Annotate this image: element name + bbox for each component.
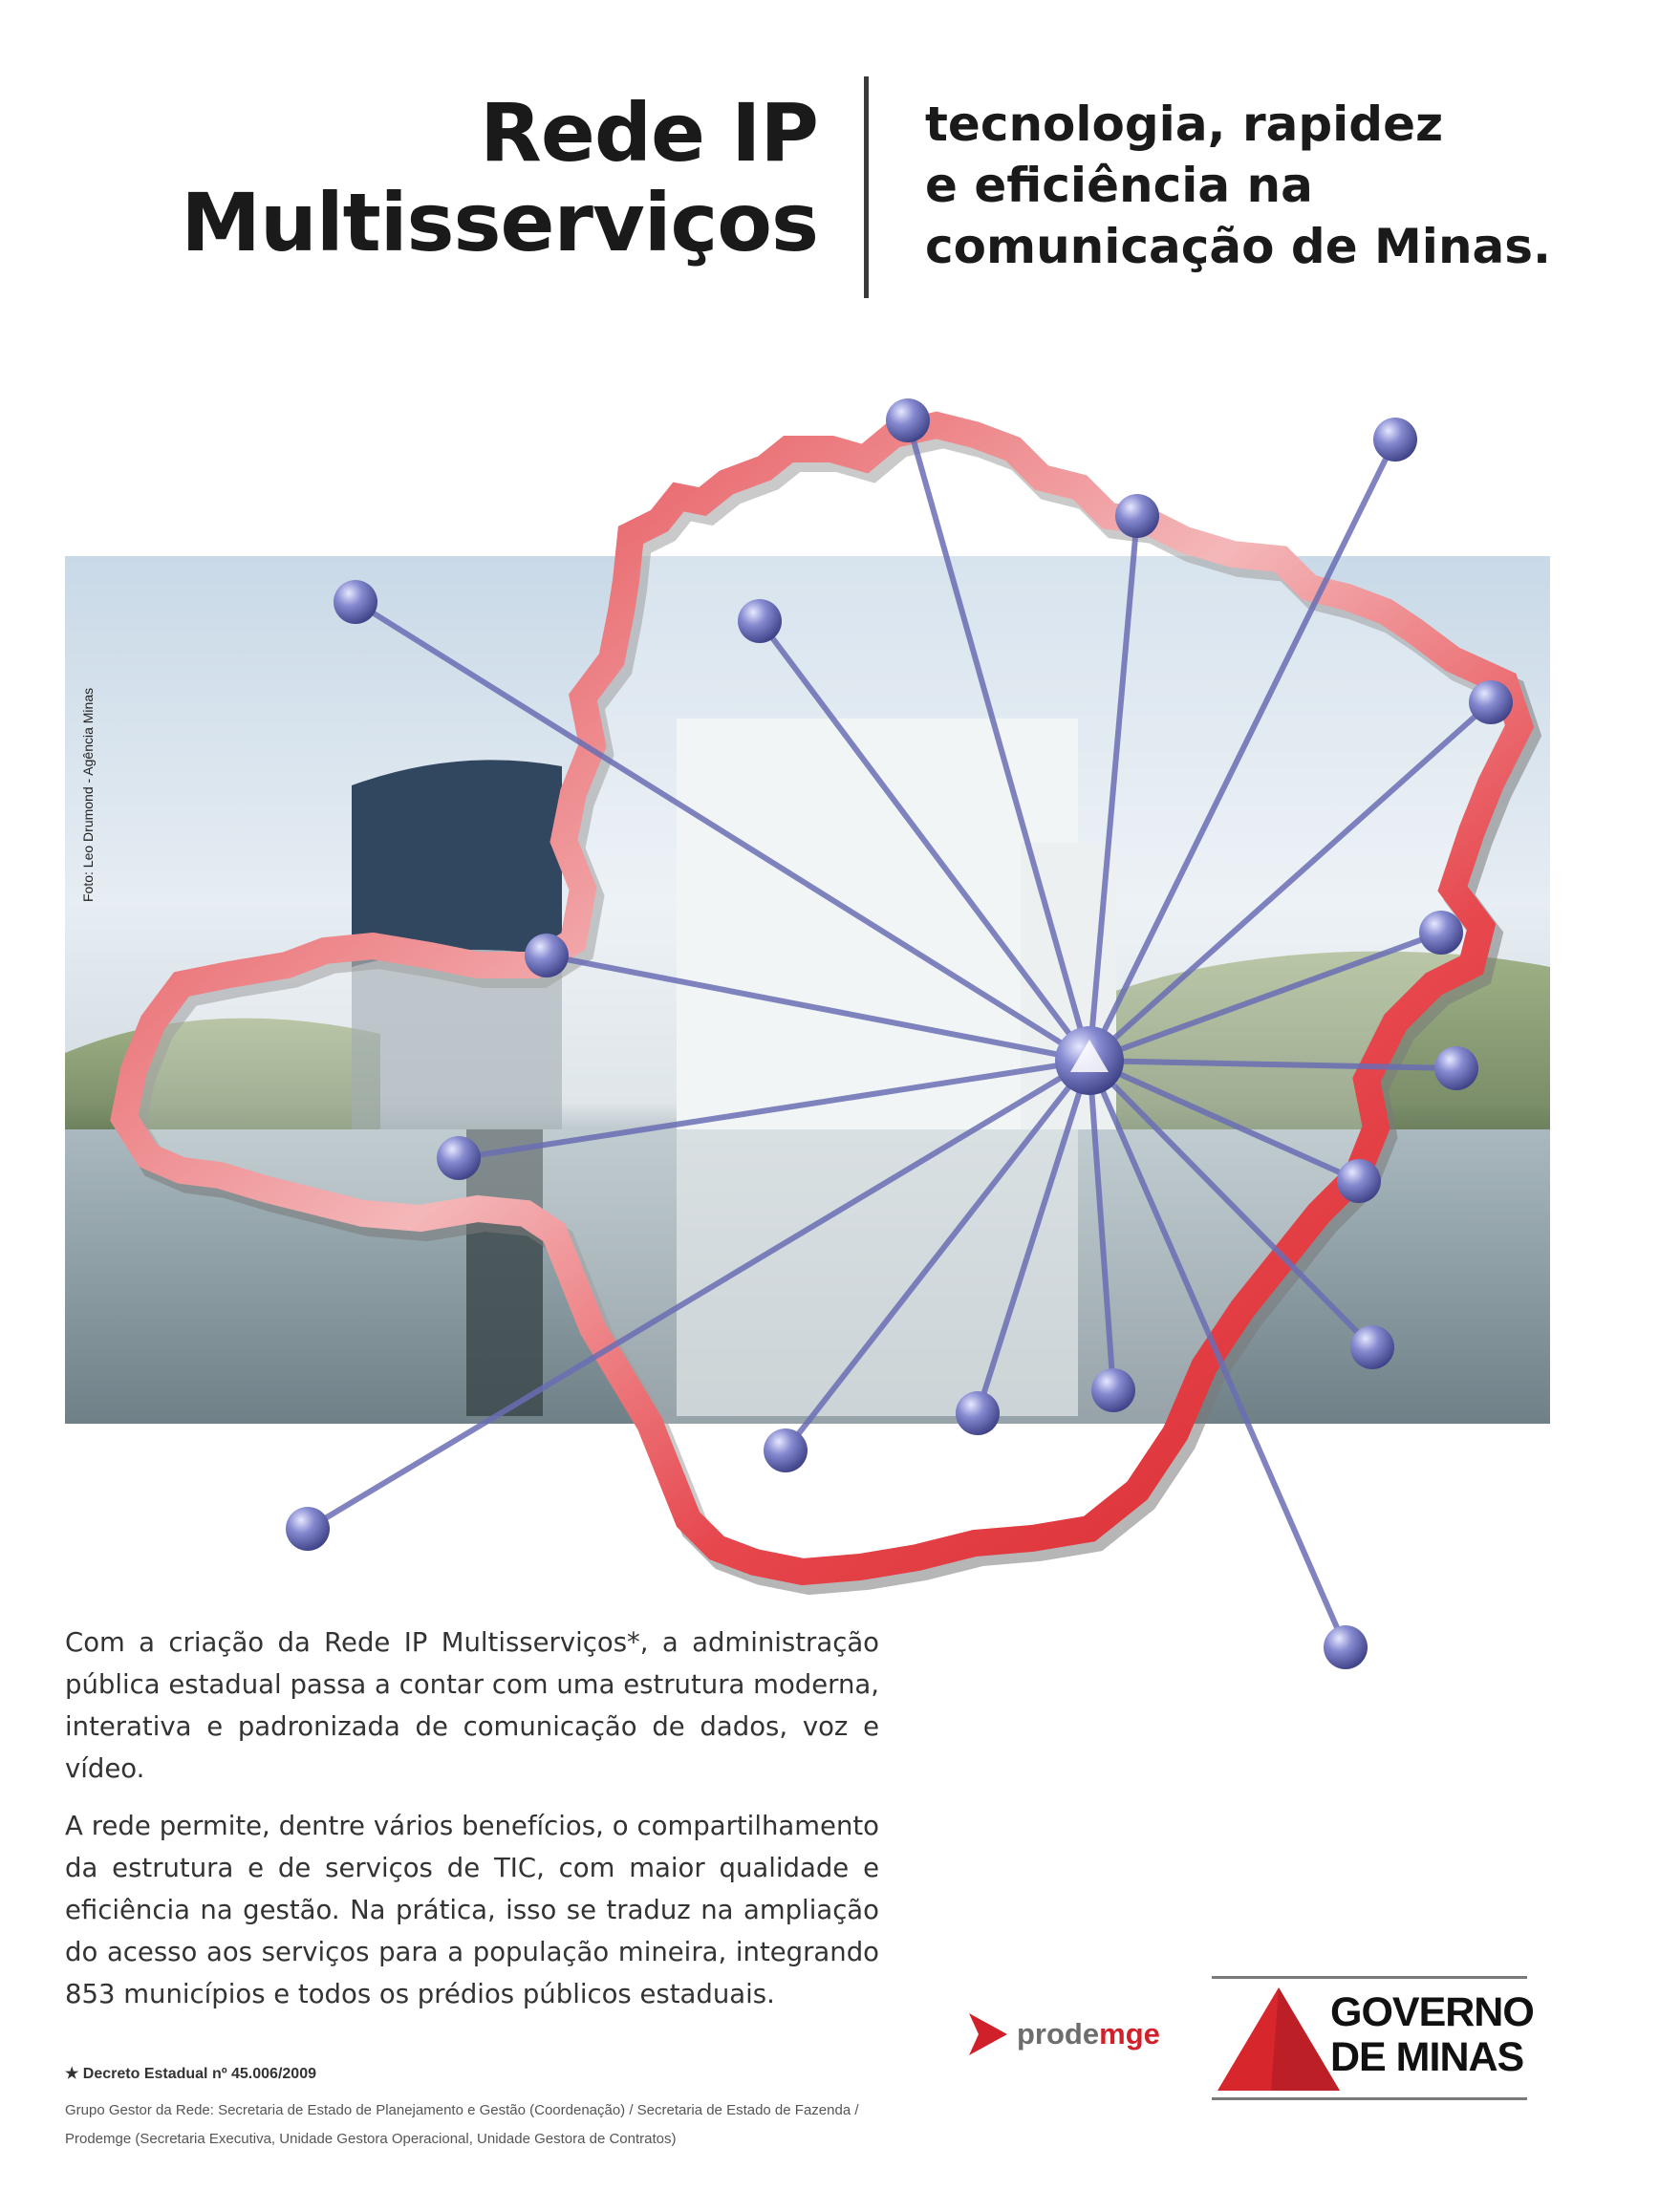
managers-note: Grupo Gestor da Rede: Secretaria de Estado de Planejamento e Gestão (Coordenação) / Secretaria de Estado de Fazenda / Prodemge (Secretaria Executiva, Unidade Gestora Operacional, Unidade Gestora de Contratos) — [65, 2102, 859, 2147]
governo-line-1: GOVERNO — [1330, 1989, 1534, 2035]
governo-triangle-icon — [1214, 1986, 1342, 2093]
decree-note: ★ Decreto Estadual nº 45.006/2009 — [65, 2066, 316, 2082]
network-hub — [1055, 1026, 1124, 1095]
paragraph-2: A rede permite, dentre vários benefícios, o compartilhamento da estrutura e de serviços de TIC, com maior qualidade e eficiência na gestão. Na prática, isso se traduz na ampliação do acesso aos serviços para a população mineira, integrando 853 municípios e todos os prédios públicos estaduais. — [65, 1811, 879, 2009]
prodemge-wordmark — [1017, 2017, 1160, 2051]
tagline-line-3: comunicação de Minas. — [925, 219, 1552, 274]
governo-de-minas-logo — [1330, 1990, 1534, 2080]
paragraph-1: Com a criação da Rede IP Multisserviços*, a administração pública estadual passa a contar com uma estrutura moderna, interativa e padronizada de comunicação de dados, voz e vídeo. — [65, 1627, 879, 1784]
prodemge-prefix: prode — [1017, 2017, 1100, 2051]
governo-rule-top — [1212, 1976, 1527, 1979]
title-line-2: Multisserviços — [181, 176, 818, 269]
tagline-line-1: tecnologia, rapidez — [925, 97, 1444, 152]
footnote — [65, 2064, 887, 2154]
body-text — [65, 1621, 879, 2030]
prodemge-arrow-icon — [969, 2013, 1007, 2055]
title-line-1: Rede IP — [480, 86, 818, 180]
governo-line-2: DE MINAS — [1330, 2034, 1524, 2080]
prodemge-logo — [969, 2010, 1160, 2058]
prodemge-suffix: mge — [1099, 2017, 1160, 2051]
governo-rule-bottom — [1212, 2097, 1527, 2100]
tagline-line-2: e eficiência na — [925, 158, 1313, 213]
photo-credit: Foto: Leo Drumond - Agência Minas — [80, 687, 96, 902]
